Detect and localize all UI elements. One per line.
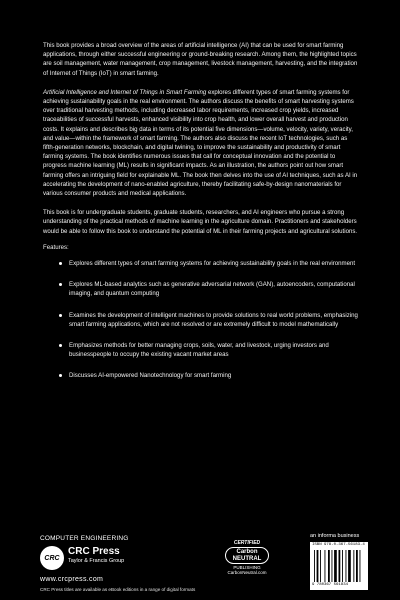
- bullet-icon: [59, 314, 62, 317]
- publisher-group: Taylor & Francis Group: [68, 558, 125, 564]
- cover-blurb: [43, 41, 359, 393]
- isbn-text: ISBN 978-0-367-56183-4: [312, 543, 365, 547]
- bullet-icon: [59, 374, 62, 377]
- description-text: explores different types of smart farming systems for achieving sustainability goals in the real environment. The authors discuss the benefits of smart harvesting systems over traditional harvesting methods, including decreased labor requirements, increased crop yields, increased traceabilities of successful harvests, enhanced visibility into crop health, and lower overall harvest and production costs. It explains and describes big data in terms of its potential five dimensions—volume, velocity, variety, veracity, and value—within the framework of smart farming. The authors also discuss the recent IoT technologies, such as fifth-generation networks, blockchain, and digital twining, to improve the sustainability and productivity of smart farming systems. The book identifies numerous issues that call for conceptual innovation and the potential to progress machine learning (ML) results in significant impacts. As an illustration, the authors point out how smart farming offers an intriguing field for explainable ML. The book then delves into the use of AI techniques, such as AI in accelerating the development of nano-enabled agriculture, thereby facilitating safe-by-design nanomaterials for various consumer products and medical applications.: [43, 88, 358, 198]
- publisher-url: www.crcpress.com: [40, 576, 104, 583]
- imprint-tagline: an informa business: [310, 533, 360, 539]
- publisher-name: CRC Press: [68, 546, 120, 557]
- seal-top-text: CERTIFIED: [233, 540, 261, 546]
- features-label: Features:: [43, 243, 69, 251]
- intro-paragraph: This book provides a broad overview of the areas of artificial intelligence (AI) that can be used for smart farming applications, through either successful engineering or ground-breaking research. Among them, the highlighted topics are soil management, water management, crop management, livestock management, harvesting, and the integration of Internet of Things (IoT) in smart farming.: [43, 42, 358, 77]
- audience-paragraph: This book is for undergraduate students, graduate students, researchers, and AI engineers who pursue a strong understanding of the practical methods of machine learning in the agriculture domain. Practitioners and stakeholders would be able to follow this book to understand the potential of ML in their farming projects and agricultural solutions.: [43, 209, 358, 235]
- book-title-inline: Artificial Intelligence and Internet of Things in Smart Farming: [43, 88, 207, 96]
- feature-item: [59, 259, 359, 268]
- seal-badge: [225, 547, 269, 564]
- ebook-note: CRC Press titles are available as eBook editions in a range of digital formats: [40, 587, 196, 592]
- bullet-icon: [59, 262, 62, 265]
- barcode-icon: [314, 550, 364, 582]
- features-list: [43, 259, 359, 381]
- seal-url-text: CarbonNeutral.com: [227, 570, 267, 575]
- feature-text: Discusses AI-empowered Nanotechnology for smart farming: [69, 372, 232, 380]
- publisher-logo-icon: CRC: [40, 546, 64, 570]
- description-paragraph: [43, 88, 359, 198]
- bullet-icon: [59, 283, 62, 286]
- feature-item: [59, 341, 359, 359]
- seal-mid-text: PUBLISHING: [233, 565, 261, 570]
- feature-text: Emphasizes methods for better managing crops, soils, water, and livestock, urging investors and businesspeople to occupy the existing vacant market areas: [69, 342, 329, 359]
- isbn-barcode: [310, 542, 368, 590]
- feature-text: Explores different types of smart farming systems for achieving sustainability goals in the real environment: [69, 260, 356, 268]
- bullet-icon: [59, 344, 62, 347]
- feature-text: Examines the development of intelligent machines to provide solutions to real world problems, emphasizing smart farming applications, which are not resolved or are extremely difficult to model mathematically: [69, 311, 358, 328]
- isbn-digits: 9 780367 561834: [312, 583, 349, 587]
- carbon-neutral-seal-icon: [218, 540, 276, 584]
- feature-item: [59, 280, 359, 298]
- feature-text: Explores ML-based analytics such as generative adversarial network (GAN), autoencoders, computational imaging, and quantum computing: [69, 281, 355, 298]
- feature-item: [59, 371, 359, 380]
- seal-badge-line1: Carbon: [236, 549, 258, 555]
- feature-item: [59, 311, 359, 329]
- seal-badge-line2: NEUTRAL: [232, 555, 262, 562]
- subject-category: COMPUTER ENGINEERING: [40, 535, 129, 542]
